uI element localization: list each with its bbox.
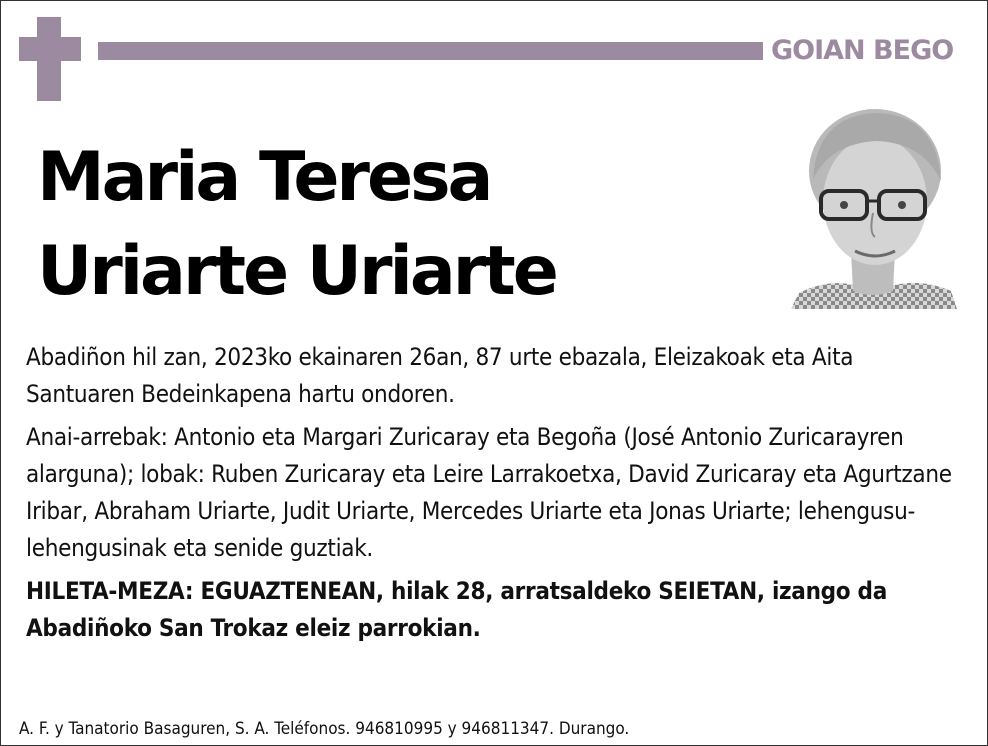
- portrait-photo-image: [791, 101, 957, 309]
- name-line-2: Uriarte Uriarte: [37, 232, 556, 311]
- death-announcement-paragraph: Abadiñon hil zan, 2023ko ekainaren 26an, 87 urte ebazala, Eleizakoak eta Aita Santuaren Bedeinkapena hartu ondoren.: [26, 343, 854, 408]
- family-paragraph: Anai-arrebak: Antonio eta Margari Zuricaray eta Begoña (José Antonio Zuricarayren alarguna); lobak: Ruben Zuricaray eta Leire Larrakoetxa, David Zuricaray eta Agurtzane Iribar, Abraham Uriarte, Judit Uriarte, Mercedes Uriarte eta Jonas Uriarte; lehengusu-lehengusinak eta senide guztiak.: [26, 423, 952, 562]
- deceased-portrait-photo: [791, 101, 957, 309]
- funeral-home-footer: A. F. y Tanatorio Basaguren, S. A. Teléfonos. 946810995 y 946811347. Durango.: [19, 719, 630, 739]
- name-line-1: Maria Teresa: [37, 138, 491, 217]
- deceased-name: [37, 131, 556, 319]
- header-divider-bar: [98, 42, 763, 60]
- header-label: GOIAN BEGO: [771, 35, 954, 66]
- funeral-service-paragraph: HILETA-MEZA: EGUAZTENEAN, hilak 28, arratsaldeko SEIETAN, izango da Abadiñoko San Trokaz eleiz parrokian.: [26, 577, 887, 642]
- latin-cross-icon-arm: [19, 37, 81, 61]
- notice-body: [26, 339, 961, 653]
